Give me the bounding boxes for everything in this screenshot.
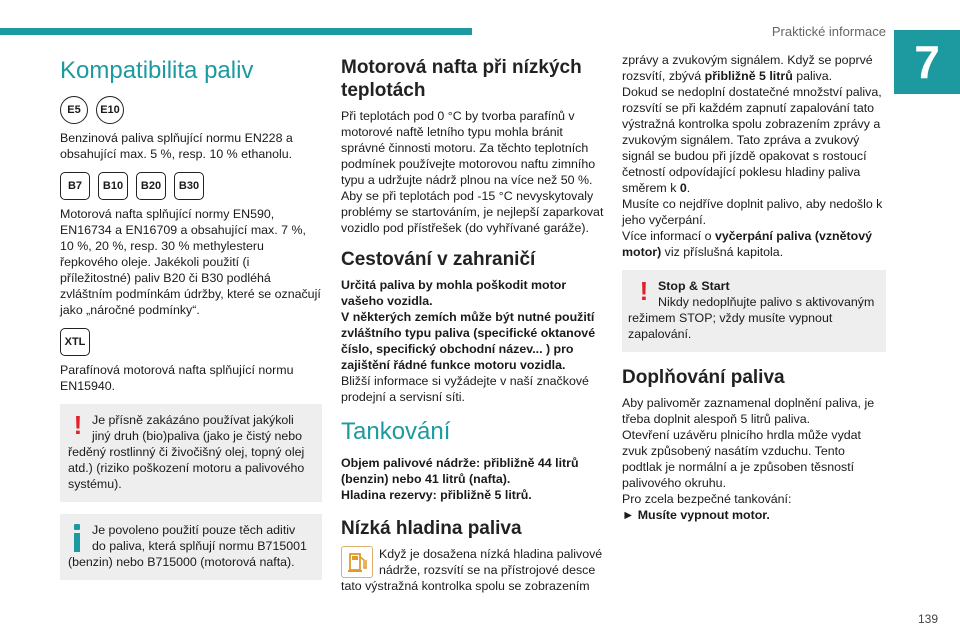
heading-refuelling: Tankování	[341, 418, 451, 445]
heading-low-fuel: Nízká hladina paliva	[341, 518, 522, 539]
info-box	[60, 514, 322, 580]
diesel-text: Motorová nafta splňující normy EN590, EN16734 a EN16709 a obsahující max. 7 %, 10 %, 20 %, resp. 30 % methylesteru řepkového oleje. Jakékoli použití (i příležitostné) paliv B20 či B30 podléhá zvláštním podmínkám údržby, které se označují jako „náročné podmínky“.	[60, 207, 321, 317]
info-icon	[68, 522, 88, 552]
badge-b10: B10	[98, 172, 128, 200]
section-title: Praktické informace	[771, 24, 886, 39]
travel-text-1: Určitá paliva by mohla poškodit motor vašeho vozidla.	[341, 278, 567, 308]
diesel-low-temp-text-1: Při teplotách pod 0 °C by tvorba parafínů v motorové naftě letního typu mohla bránit správné činnosti motoru. Za těchto teplotních podmínek používejte motorovou naftu zimního typu a udržujte nádrž plnou na více než 50 %.	[341, 109, 596, 187]
stop-start-text: Nikdy nedoplňujte palivo s aktivovaným režimem STOP; vždy musíte vypnout zapalování.	[628, 295, 875, 341]
badge-xtl: XTL	[60, 328, 90, 356]
text-span: viz příslušná kapitola.	[661, 245, 784, 259]
warning-icon: !	[639, 276, 649, 306]
badge-b30: B30	[174, 172, 204, 200]
text-span: Více informací o	[622, 229, 715, 243]
info-text: Je povoleno použití pouze těch aditiv do paliva, která splňují normu B715001 (benzin) nebo B715000 (motorová nafta).	[68, 523, 307, 569]
low-fuel-block	[341, 546, 606, 594]
xtl-badges	[60, 328, 322, 356]
stop-start-title: Stop & Start	[658, 279, 730, 293]
bold-span: vyčerpání paliva (vznětový motor)	[622, 229, 872, 259]
low-fuel-continued	[622, 52, 886, 84]
text-span: .	[686, 181, 691, 195]
page-number: 139	[917, 612, 938, 626]
refill-asap-text: Musíte co nejdříve doplnit palivo, aby nedošlo k jeho vyčerpání.	[622, 197, 883, 227]
column-compatibility	[60, 52, 322, 580]
text-span: zprávy a zvukovým signálem. Když se poprvé rozsvítí, zbývá	[622, 53, 873, 83]
diesel-low-temp-text-2: Aby se při teplotách pod -15 °C nevyskytovaly problémy se startováním, je nejlepší zaparkovat vozidlo pod přístřešek (do vyhřívané garáže).	[341, 189, 604, 235]
text-span: paliva.	[792, 69, 833, 83]
heading-travel-abroad: Cestování v zahraničí	[341, 249, 536, 270]
diesel-badges	[60, 172, 322, 200]
bold-span: 0	[679, 181, 687, 195]
heading-refilling: Doplňování paliva	[622, 367, 785, 388]
more-info-text	[622, 228, 886, 260]
column-diesel-travel-refuel	[341, 52, 606, 594]
petrol-text: Benzinová paliva splňující normu EN228 a obsahující max. 5 %, resp. 10 % ethanolu.	[60, 131, 293, 161]
travel-text-2: V některých zemích může být nutné použití zvláštního typu paliva (specifické oktanové číslo, specifický obchodní název... ) pro zajištění řádné funkce motoru vozidla.	[341, 310, 596, 372]
refilling-text-3: Pro zcela bezpečné tankování:	[622, 492, 792, 506]
warning-icon: !	[73, 410, 83, 440]
travel-text-3: Bližší informace si vyžádejte v naší značkové prodejní a servisní síti.	[341, 374, 589, 404]
text-span: Dokud se nedoplní dostatečné množství paliva, rozsvítí se při každém zapnutí zapalování tato výstražná kontrolka spolu zobrazením zprávy a zvukovým signálem. Tato zpráva a zvukový signál se budou při jízdě opakovat s rostoucí četností odpovídající poklesu hladiny paliva směrem k	[622, 85, 882, 195]
refilling-text-2: Otevření uzávěru plnicího hrdla může vydat zvuk způsobený nasátím vzduchu. Tento podtlak je normální a je způsoben těsností palivového okruhu.	[622, 428, 861, 490]
petrol-badges	[60, 96, 322, 124]
badge-b20: B20	[136, 172, 166, 200]
badge-e10: E10	[96, 96, 124, 124]
low-fuel-text: Když je dosažena nízká hladina palivové nádrže, rozsvítí se na přístrojové desce tato výstražná kontrolka spolu se zobrazením	[341, 547, 603, 593]
reserve-text: Hladina rezervy: přibližně 5 litrů.	[341, 488, 532, 502]
header-accent-bar	[0, 28, 472, 35]
badge-e5: E5	[60, 96, 88, 124]
warning-text: Je přísně zakázáno používat jakýkoli jiný druh (bio)paliva (jako je čistý nebo ředěný rostlinný či živočišný olej, topný olej atd.) (riziko poškození motoru a palivového systému).	[68, 413, 305, 491]
xtl-text: Parafínová motorová nafta splňující normu EN15940.	[60, 363, 294, 393]
heading-diesel-low-temp: Motorová nafta při nízkých teplotách	[341, 57, 582, 101]
stop-start-warning-box	[622, 270, 886, 352]
bold-span: přibližně 5 litrů	[704, 69, 793, 83]
fuel-warning-icon	[341, 546, 373, 578]
heading-fuel-compatibility: Kompatibilita paliv	[60, 57, 254, 84]
badge-b7: B7	[60, 172, 90, 200]
column-low-fuel-refilling	[622, 52, 886, 523]
chapter-number: 7	[894, 30, 960, 94]
tank-capacity-text: Objem palivové nádrže: přibližně 44 litrů (benzin) nebo 41 litrů (nafta).	[341, 456, 579, 486]
low-fuel-repeat-text	[622, 84, 886, 196]
warning-box	[60, 404, 322, 502]
refilling-text-1: Aby palivoměr zaznamenal doplnění paliva, je třeba doplnit alespoň 5 litrů paliva.	[622, 396, 875, 426]
refilling-step-1: ► Musíte vypnout motor.	[622, 508, 770, 522]
